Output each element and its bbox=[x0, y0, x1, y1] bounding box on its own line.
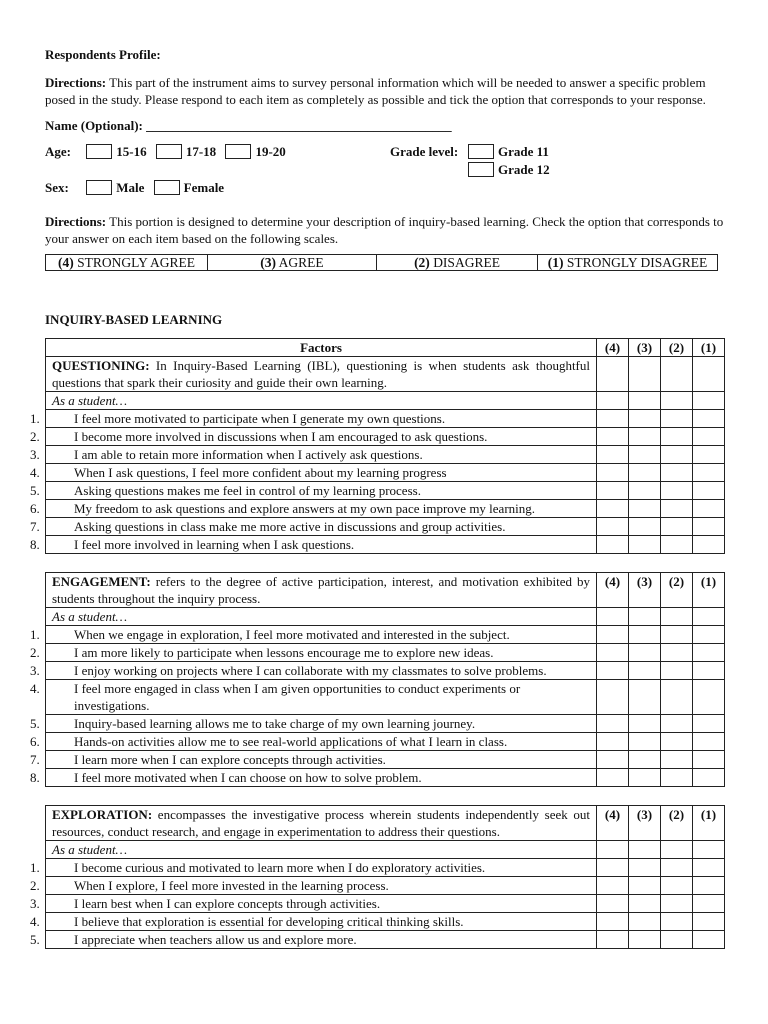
item-text: I learn more when I can explore concepts through activities. bbox=[74, 752, 386, 767]
table-row bbox=[46, 536, 725, 554]
rating-checkbox-cell[interactable] bbox=[693, 644, 725, 662]
rating-cell bbox=[597, 357, 629, 392]
rating-checkbox-cell[interactable] bbox=[661, 859, 693, 877]
rating-checkbox-cell[interactable] bbox=[629, 751, 661, 769]
questioning-item bbox=[30, 482, 597, 500]
grade-12-checkbox[interactable] bbox=[468, 162, 494, 177]
scale-cell bbox=[538, 255, 718, 271]
item-number: 3. bbox=[30, 663, 40, 678]
exploration-table bbox=[30, 805, 725, 949]
rating-checkbox-cell[interactable] bbox=[597, 715, 629, 733]
rating-checkbox-cell[interactable] bbox=[693, 662, 725, 680]
factor-desc: encompasses the investigative process wherein students independently seek out resources, conduct research, and engage in experimentation to address their questions. bbox=[52, 807, 590, 839]
rating-checkbox-cell[interactable] bbox=[693, 680, 725, 715]
rating-checkbox-cell[interactable] bbox=[693, 751, 725, 769]
rating-checkbox-cell[interactable] bbox=[661, 500, 693, 518]
grade-level-label: Grade level: bbox=[390, 144, 459, 159]
grade-option-label: Grade 11 bbox=[498, 144, 549, 159]
table-row bbox=[46, 518, 725, 536]
rating-checkbox-cell[interactable] bbox=[693, 428, 725, 446]
ibl-title: INQUIRY-BASED LEARNING bbox=[45, 312, 223, 327]
rating-checkbox-cell[interactable] bbox=[629, 536, 661, 554]
exploration-item bbox=[30, 895, 597, 913]
factor-label: QUESTIONING: bbox=[52, 358, 150, 373]
questioning-table bbox=[30, 338, 725, 554]
table-row bbox=[46, 644, 725, 662]
engagement-item bbox=[30, 662, 597, 680]
item-number: 1. bbox=[30, 627, 40, 642]
item-text: My freedom to ask questions and explore answers at my own pace improve my learning. bbox=[74, 501, 536, 516]
rating-checkbox-cell[interactable] bbox=[597, 500, 629, 518]
rating-checkbox-cell[interactable] bbox=[661, 751, 693, 769]
rating-checkbox-cell[interactable] bbox=[597, 626, 629, 644]
item-number: 6. bbox=[30, 501, 40, 516]
item-text-wrap bbox=[30, 518, 590, 535]
rating-checkbox-cell[interactable] bbox=[629, 931, 661, 949]
rating-checkbox-cell[interactable] bbox=[661, 680, 693, 715]
directions-text: This part of the instrument aims to survey personal information which will be needed to answer a specific problem posed in the study. Please respond to each item as completely as possible and tick the option that corresponds to your response. bbox=[45, 75, 706, 107]
rating-checkbox-cell[interactable] bbox=[661, 769, 693, 787]
item-text: Asking questions in class make me more active in discussions and group activities. bbox=[74, 519, 506, 534]
item-text-wrap bbox=[30, 733, 590, 750]
item-number: 8. bbox=[30, 537, 40, 552]
scale-cell bbox=[46, 255, 208, 271]
questioning-description bbox=[46, 357, 597, 392]
rating-cell bbox=[693, 841, 725, 859]
engagement-item bbox=[30, 715, 597, 733]
rating-checkbox-cell[interactable] bbox=[629, 662, 661, 680]
factor-desc: refers to the degree of active participation, interest, and motivation exhibited by students throughout the inquiry process. bbox=[52, 574, 590, 606]
scale-text: STRONGLY DISAGREE bbox=[563, 255, 708, 270]
rating-checkbox-cell[interactable] bbox=[629, 877, 661, 895]
rating-header-1: (1) bbox=[693, 806, 725, 841]
rating-header-1: (1) bbox=[693, 573, 725, 608]
sex-label: Sex: bbox=[45, 180, 69, 195]
exploration-item bbox=[30, 859, 597, 877]
table-row bbox=[46, 482, 725, 500]
item-text: I feel more motivated when I can choose on how to solve problem. bbox=[74, 770, 422, 785]
rating-checkbox-cell[interactable] bbox=[693, 410, 725, 428]
age-row bbox=[45, 143, 725, 177]
item-number: 1. bbox=[30, 860, 40, 875]
item-text-wrap bbox=[30, 410, 590, 427]
rating-checkbox-cell[interactable] bbox=[597, 913, 629, 931]
item-text: I learn best when I can explore concepts through activities. bbox=[74, 896, 381, 911]
item-number: 7. bbox=[30, 519, 40, 534]
rating-checkbox-cell[interactable] bbox=[661, 482, 693, 500]
rating-checkbox-cell[interactable] bbox=[693, 518, 725, 536]
questioning-item bbox=[30, 410, 597, 428]
table-row bbox=[46, 662, 725, 680]
rating-checkbox-cell[interactable] bbox=[693, 626, 725, 644]
rating-header-2: (2) bbox=[661, 806, 693, 841]
rating-checkbox-cell[interactable] bbox=[661, 895, 693, 913]
rating-cell bbox=[661, 608, 693, 626]
exploration-item bbox=[30, 877, 597, 895]
item-text-wrap bbox=[30, 769, 590, 786]
rating-checkbox-cell[interactable] bbox=[661, 518, 693, 536]
item-text-wrap bbox=[30, 482, 590, 499]
scale-number: (4) bbox=[58, 255, 74, 270]
rating-header-3: (3) bbox=[629, 806, 661, 841]
grade-level-group bbox=[390, 143, 549, 161]
table-row bbox=[46, 769, 725, 787]
item-number: 2. bbox=[30, 429, 40, 444]
rating-checkbox-cell[interactable] bbox=[693, 877, 725, 895]
item-text: I feel more involved in learning when I ask questions. bbox=[74, 537, 355, 552]
item-number: 2. bbox=[30, 645, 40, 660]
table-row bbox=[46, 931, 725, 949]
engagement-item bbox=[30, 769, 597, 787]
engagement-table bbox=[30, 572, 725, 787]
rating-cell bbox=[629, 357, 661, 392]
table-row bbox=[46, 500, 725, 518]
rating-checkbox-cell[interactable] bbox=[597, 931, 629, 949]
exploration-item bbox=[30, 913, 597, 931]
rating-checkbox-cell[interactable] bbox=[693, 913, 725, 931]
scale-text: AGREE bbox=[276, 255, 324, 270]
rating-checkbox-cell[interactable] bbox=[629, 500, 661, 518]
rating-scale-table bbox=[45, 254, 718, 271]
rating-checkbox-cell[interactable] bbox=[597, 536, 629, 554]
questioning-item bbox=[30, 428, 597, 446]
table-row bbox=[46, 913, 725, 931]
profile-directions bbox=[45, 74, 725, 108]
questioning-item bbox=[30, 464, 597, 482]
scale-directions bbox=[45, 213, 725, 247]
table-row bbox=[46, 626, 725, 644]
sex-option-label: Female bbox=[183, 180, 225, 195]
rating-checkbox-cell[interactable] bbox=[693, 500, 725, 518]
item-text: I believe that exploration is essential for developing critical thinking skills. bbox=[74, 914, 464, 929]
item-text-wrap bbox=[30, 751, 590, 768]
rating-cell bbox=[661, 841, 693, 859]
rating-checkbox-cell[interactable] bbox=[629, 680, 661, 715]
rating-checkbox-cell[interactable] bbox=[661, 877, 693, 895]
rating-header-2: (2) bbox=[661, 339, 693, 357]
item-text-wrap bbox=[30, 536, 590, 553]
rating-checkbox-cell[interactable] bbox=[693, 733, 725, 751]
rating-checkbox-cell[interactable] bbox=[629, 769, 661, 787]
age-option-label: 19-20 bbox=[255, 144, 286, 159]
item-number: 7. bbox=[30, 752, 40, 767]
item-number: 5. bbox=[30, 483, 40, 498]
item-text-wrap bbox=[30, 931, 590, 948]
rating-checkbox-cell[interactable] bbox=[693, 931, 725, 949]
scale-number: (2) bbox=[414, 255, 430, 270]
scale-number: (3) bbox=[260, 255, 277, 270]
factor-desc: In Inquiry-Based Learning (IBL), questioning is when students ask thoughtful questions that spark their curiosity and guide their own learning. bbox=[52, 358, 590, 390]
engagement-item bbox=[30, 751, 597, 769]
item-text-wrap bbox=[30, 859, 590, 876]
exploration-description bbox=[46, 806, 597, 841]
item-text-wrap bbox=[30, 715, 590, 732]
sex-checkbox-female[interactable] bbox=[154, 180, 180, 195]
rating-checkbox-cell[interactable] bbox=[661, 464, 693, 482]
rating-cell bbox=[693, 392, 725, 410]
item-number: 5. bbox=[30, 716, 40, 731]
rating-checkbox-cell[interactable] bbox=[597, 733, 629, 751]
item-text: I am able to retain more information when I actively ask questions. bbox=[74, 447, 423, 462]
rating-checkbox-cell[interactable] bbox=[693, 715, 725, 733]
rating-checkbox-cell[interactable] bbox=[597, 895, 629, 913]
rating-checkbox-cell[interactable] bbox=[629, 715, 661, 733]
rating-checkbox-cell[interactable] bbox=[661, 931, 693, 949]
rating-checkbox-cell[interactable] bbox=[597, 446, 629, 464]
item-text-wrap bbox=[30, 428, 590, 445]
item-text-wrap bbox=[30, 662, 590, 679]
item-number: 3. bbox=[30, 447, 40, 462]
rating-cell bbox=[661, 357, 693, 392]
rating-checkbox-cell[interactable] bbox=[629, 913, 661, 931]
rating-checkbox-cell[interactable] bbox=[597, 680, 629, 715]
rating-checkbox-cell[interactable] bbox=[693, 769, 725, 787]
rating-checkbox-cell[interactable] bbox=[629, 626, 661, 644]
item-text-wrap bbox=[30, 464, 590, 481]
item-text: Inquiry-based learning allows me to take charge of my own learning journey. bbox=[74, 716, 476, 731]
item-text: I appreciate when teachers allow us and explore more. bbox=[74, 932, 357, 947]
table-row bbox=[46, 428, 725, 446]
item-text-wrap bbox=[30, 877, 590, 894]
table-row bbox=[46, 446, 725, 464]
table-row bbox=[46, 680, 725, 715]
age-checkbox-19-20[interactable] bbox=[225, 144, 251, 159]
rating-checkbox-cell[interactable] bbox=[629, 482, 661, 500]
as-a-student: As a student… bbox=[46, 608, 597, 626]
rating-checkbox-cell[interactable] bbox=[693, 464, 725, 482]
questioning-item bbox=[30, 446, 597, 464]
name-field[interactable]: Name (Optional): _______________________________________________ bbox=[45, 118, 452, 133]
table-row bbox=[46, 464, 725, 482]
exploration-item bbox=[30, 931, 597, 949]
rating-checkbox-cell[interactable] bbox=[661, 644, 693, 662]
rating-checkbox-cell[interactable] bbox=[661, 410, 693, 428]
rating-checkbox-cell[interactable] bbox=[661, 536, 693, 554]
item-text: I become more involved in discussions when I am encouraged to ask questions. bbox=[74, 429, 488, 444]
rating-checkbox-cell[interactable] bbox=[629, 733, 661, 751]
grade-option-label: Grade 12 bbox=[498, 162, 550, 177]
item-text: I am more likely to participate when lessons encourage me to explore new ideas. bbox=[74, 645, 494, 660]
rating-cell bbox=[661, 392, 693, 410]
table-row bbox=[46, 877, 725, 895]
item-text-wrap bbox=[30, 446, 590, 463]
item-number: 4. bbox=[30, 681, 40, 696]
table-row bbox=[46, 410, 725, 428]
as-a-student: As a student… bbox=[46, 841, 597, 859]
rating-checkbox-cell[interactable] bbox=[629, 895, 661, 913]
item-number: 1. bbox=[30, 411, 40, 426]
sex-option-label: Male bbox=[116, 180, 145, 195]
rating-checkbox-cell[interactable] bbox=[629, 464, 661, 482]
scale-cell bbox=[377, 255, 538, 271]
item-text: I feel more engaged in class when I am given opportunities to conduct experiments or investigations. bbox=[74, 681, 521, 713]
engagement-item bbox=[30, 626, 597, 644]
directions-label: Directions: bbox=[45, 75, 107, 90]
table-row bbox=[46, 895, 725, 913]
scale-text: STRONGLY AGREE bbox=[73, 255, 195, 270]
sex-row bbox=[45, 179, 725, 197]
rating-checkbox-cell[interactable] bbox=[597, 464, 629, 482]
rating-header-2: (2) bbox=[661, 573, 693, 608]
rating-checkbox-cell[interactable] bbox=[597, 859, 629, 877]
rating-checkbox-cell[interactable] bbox=[661, 446, 693, 464]
scale-cell bbox=[208, 255, 377, 271]
rating-checkbox-cell[interactable] bbox=[597, 410, 629, 428]
item-text: When I explore, I feel more invested in the learning process. bbox=[74, 878, 389, 893]
item-text-wrap bbox=[30, 644, 590, 661]
rating-checkbox-cell[interactable] bbox=[661, 626, 693, 644]
item-number: 8. bbox=[30, 770, 40, 785]
age-checkbox-17-18[interactable] bbox=[156, 144, 182, 159]
table-row bbox=[46, 733, 725, 751]
item-number: 4. bbox=[30, 465, 40, 480]
item-number: 6. bbox=[30, 734, 40, 749]
grade-12-group bbox=[468, 161, 550, 179]
rating-checkbox-cell[interactable] bbox=[597, 518, 629, 536]
rating-cell bbox=[629, 608, 661, 626]
rating-checkbox-cell[interactable] bbox=[597, 428, 629, 446]
engagement-item bbox=[30, 680, 597, 715]
table-row bbox=[46, 859, 725, 877]
directions-label: Directions: bbox=[45, 214, 107, 229]
item-text: I become curious and motivated to learn more when I do exploratory activities. bbox=[74, 860, 486, 875]
age-checkbox-15-16[interactable] bbox=[86, 144, 112, 159]
rating-header-4: (4) bbox=[597, 806, 629, 841]
rating-checkbox-cell[interactable] bbox=[597, 644, 629, 662]
rating-cell bbox=[629, 392, 661, 410]
rating-header-3: (3) bbox=[629, 573, 661, 608]
item-text: Asking questions makes me feel in control of my learning process. bbox=[74, 483, 421, 498]
item-text: Hands-on activities allow me to see real-world applications of what I learn in class. bbox=[74, 734, 508, 749]
directions-text: This portion is designed to determine your description of inquiry-based learning. Check the option that corresponds to your answer on each item based on the following scales. bbox=[45, 214, 724, 246]
item-text-wrap bbox=[30, 895, 590, 912]
rating-checkbox-cell[interactable] bbox=[693, 536, 725, 554]
rating-cell bbox=[693, 357, 725, 392]
as-a-student: As a student… bbox=[46, 392, 597, 410]
age-option-label: 15-16 bbox=[116, 144, 147, 159]
rating-checkbox-cell[interactable] bbox=[597, 482, 629, 500]
rating-checkbox-cell[interactable] bbox=[597, 769, 629, 787]
profile-title: Respondents Profile: bbox=[45, 47, 161, 62]
survey-page bbox=[30, 46, 725, 949]
table-row bbox=[46, 715, 725, 733]
rating-cell bbox=[597, 392, 629, 410]
rating-checkbox-cell[interactable] bbox=[629, 859, 661, 877]
rating-checkbox-cell[interactable] bbox=[629, 644, 661, 662]
item-text: I enjoy working on projects where I can collaborate with my classmates to solve problems. bbox=[74, 663, 547, 678]
item-number: 2. bbox=[30, 878, 40, 893]
engagement-item bbox=[30, 644, 597, 662]
factor-label: ENGAGEMENT: bbox=[52, 574, 151, 589]
item-text: I feel more motivated to participate when I generate my own questions. bbox=[74, 411, 446, 426]
rating-checkbox-cell[interactable] bbox=[629, 410, 661, 428]
item-number: 3. bbox=[30, 896, 40, 911]
questioning-item bbox=[30, 518, 597, 536]
rating-checkbox-cell[interactable] bbox=[693, 859, 725, 877]
rating-checkbox-cell[interactable] bbox=[661, 662, 693, 680]
rating-cell bbox=[597, 608, 629, 626]
item-text: When I ask questions, I feel more confident about my learning progress bbox=[74, 465, 447, 480]
rating-header-3: (3) bbox=[629, 339, 661, 357]
scale-number: (1) bbox=[547, 255, 564, 270]
rating-cell bbox=[597, 841, 629, 859]
rating-checkbox-cell[interactable] bbox=[661, 913, 693, 931]
sex-checkbox-male[interactable] bbox=[86, 180, 112, 195]
engagement-description bbox=[46, 573, 597, 608]
rating-checkbox-cell[interactable] bbox=[597, 751, 629, 769]
factor-label: EXPLORATION: bbox=[52, 807, 153, 822]
rating-checkbox-cell[interactable] bbox=[693, 895, 725, 913]
questioning-item bbox=[30, 500, 597, 518]
rating-checkbox-cell[interactable] bbox=[597, 662, 629, 680]
rating-cell bbox=[693, 608, 725, 626]
rating-cell bbox=[629, 841, 661, 859]
item-text-wrap bbox=[30, 913, 590, 930]
rating-header-4: (4) bbox=[597, 573, 629, 608]
item-number: 5. bbox=[30, 932, 40, 947]
rating-checkbox-cell[interactable] bbox=[693, 482, 725, 500]
rating-checkbox-cell[interactable] bbox=[629, 518, 661, 536]
rating-header-1: (1) bbox=[693, 339, 725, 357]
rating-checkbox-cell[interactable] bbox=[629, 428, 661, 446]
questioning-item bbox=[30, 536, 597, 554]
rating-checkbox-cell[interactable] bbox=[661, 715, 693, 733]
rating-checkbox-cell[interactable] bbox=[597, 877, 629, 895]
scale-text: DISAGREE bbox=[429, 255, 500, 270]
item-text: When we engage in exploration, I feel more motivated and interested in the subject. bbox=[74, 627, 510, 642]
rating-checkbox-cell[interactable] bbox=[661, 733, 693, 751]
engagement-item bbox=[30, 733, 597, 751]
age-option-label: 17-18 bbox=[185, 144, 217, 159]
age-label: Age: bbox=[45, 144, 71, 159]
rating-checkbox-cell[interactable] bbox=[629, 446, 661, 464]
item-text-wrap bbox=[30, 500, 590, 517]
item-text-wrap bbox=[30, 626, 590, 643]
rating-header-4: (4) bbox=[597, 339, 629, 357]
grade-11-checkbox[interactable] bbox=[468, 144, 494, 159]
rating-checkbox-cell[interactable] bbox=[661, 428, 693, 446]
rating-checkbox-cell[interactable] bbox=[693, 446, 725, 464]
item-number: 4. bbox=[30, 914, 40, 929]
item-text-wrap bbox=[30, 680, 590, 714]
table-row bbox=[46, 751, 725, 769]
factors-header: Factors bbox=[46, 339, 597, 357]
